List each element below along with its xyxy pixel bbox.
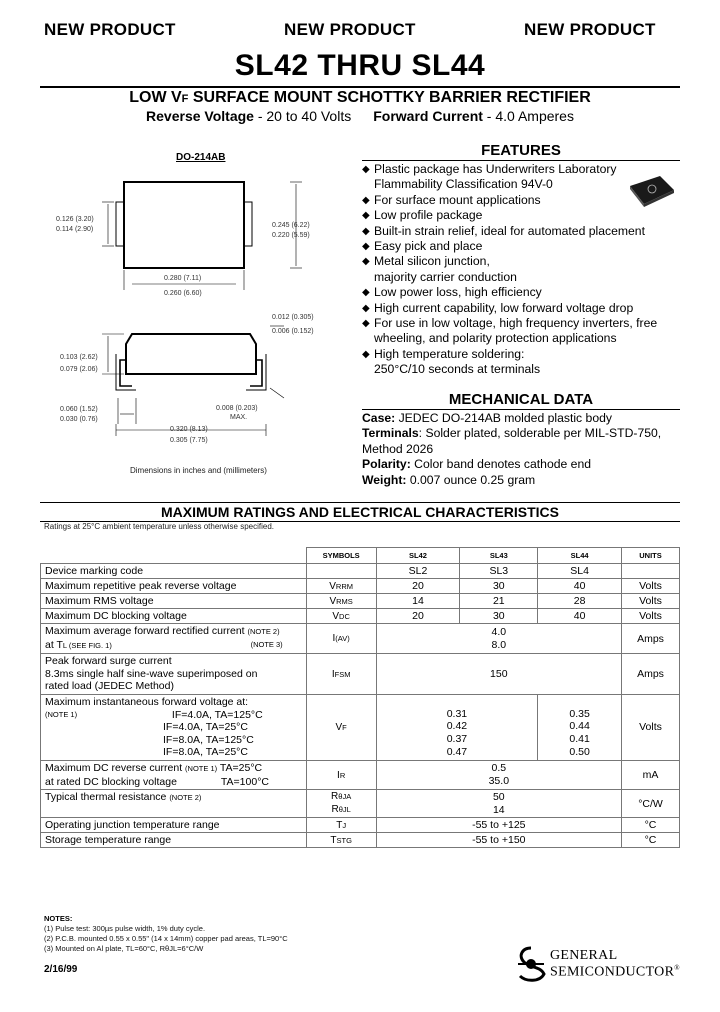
value-line: 0.50	[569, 745, 590, 758]
unit-cell: Volts	[622, 579, 680, 594]
feature-text: Plastic package has Underwriters Laboratory	[374, 162, 617, 176]
note-ref: (NOTE 3)	[250, 639, 283, 649]
symbol-sub: FSM	[334, 669, 351, 679]
notes-heading: NOTES:	[44, 914, 73, 923]
param-line: Peak forward surge current	[45, 655, 172, 668]
param-line: rated load (JEDEC Method)	[45, 680, 174, 693]
condition-text: IF=4.0A, TA=125°C	[171, 708, 263, 721]
value-line: 0.47	[446, 745, 468, 758]
package-label: DO-214AB	[176, 152, 226, 163]
feature-item	[362, 316, 680, 347]
feature-text: For surface mount applications	[374, 192, 541, 207]
unit-cell: Amps	[622, 624, 680, 654]
symbol-sub: (AV)	[335, 634, 350, 644]
value-cell: 40	[538, 579, 622, 594]
diamond-bullet-icon: ◆	[362, 348, 370, 360]
table-row	[41, 760, 680, 789]
note-line: (2) P.C.B. mounted 0.55 x 0.55" (14 x 14mm) copper pad areas, TL=90°C	[44, 934, 288, 943]
table-row	[41, 818, 680, 833]
param-text	[45, 639, 112, 653]
dim-lead-thick-min: 0.006 (0.152)	[272, 328, 314, 335]
header-sl43: SL43	[460, 548, 538, 564]
table-header-row	[41, 548, 680, 564]
param-cell	[41, 624, 307, 654]
dim-lead-thick-max: 0.012 (0.305)	[272, 314, 314, 321]
feature-item	[362, 254, 680, 285]
symbol-main: T	[330, 834, 337, 846]
feature-item	[362, 347, 680, 378]
feature-item	[362, 208, 680, 223]
param-line	[45, 709, 303, 722]
value-cell: 14	[376, 594, 460, 609]
value-line: 0.41	[569, 732, 590, 745]
value-line: 0.44	[569, 720, 590, 733]
symbol-cell	[306, 760, 376, 789]
feature-text: Low profile package	[374, 208, 483, 223]
symbol-main: V	[335, 721, 343, 733]
unit-cell: °C	[622, 818, 680, 833]
value-cell	[538, 694, 622, 760]
feature-item	[362, 301, 680, 316]
feature-text: wheeling, and polarity protection applications	[374, 331, 617, 346]
symbol-cell	[306, 694, 376, 760]
value-cell	[376, 790, 621, 818]
mech-polarity-value: Color band denotes cathode end	[410, 457, 592, 472]
dim-length-max: 0.280 (7.11)	[164, 275, 202, 282]
feature-item	[362, 239, 680, 254]
param-line	[45, 762, 303, 776]
dim-standoff-max: MAX.	[230, 414, 248, 421]
symbol-sub: J	[342, 820, 347, 830]
table-row	[41, 609, 680, 624]
unit-cell: mA	[622, 760, 680, 789]
symbol-sub: STG	[336, 835, 352, 845]
symbol-sub: DC	[339, 611, 350, 621]
mech-case	[362, 411, 680, 426]
param-line	[45, 625, 303, 639]
param-line	[45, 639, 303, 653]
symbol-line	[310, 804, 373, 817]
diamond-bullet-icon: ◆	[362, 225, 370, 237]
dim-lead-len-max: 0.060 (1.52)	[60, 406, 98, 413]
unit-cell	[622, 564, 680, 579]
unit-cell: Volts	[622, 609, 680, 624]
package-drawing	[40, 148, 358, 488]
unit-cell: Volts	[622, 694, 680, 760]
value-cell: SL3	[460, 564, 538, 579]
symbol-sub: F	[342, 722, 347, 732]
unit-cell: Volts	[622, 594, 680, 609]
value-cell: 40	[538, 609, 622, 624]
symbol-cell	[306, 790, 376, 818]
param-line: 8.3ms single half sine-wave superimposed on	[45, 667, 258, 680]
header-symbols: SYMBOLS	[306, 548, 376, 564]
logo-mark-icon	[514, 944, 548, 984]
notes-list	[44, 924, 288, 954]
value-line: 0.42	[446, 720, 468, 733]
param-text-b: (SEE FIG. 1)	[66, 640, 112, 650]
mech-case-value: JEDEC DO-214AB molded plastic body	[395, 411, 612, 425]
value-cell: -55 to +125	[376, 818, 621, 833]
symbol-sub: RRM	[335, 581, 354, 591]
feature-text: High temperature soldering:	[374, 346, 525, 361]
value-cell: -55 to +150	[376, 833, 621, 848]
symbol-cell	[306, 594, 376, 609]
value-cell: 20	[376, 609, 460, 624]
dim-width-max: 0.126 (3.20)	[56, 216, 94, 223]
reverse-voltage-label: Reverse Voltage	[146, 108, 254, 124]
diamond-bullet-icon: ◆	[362, 210, 370, 222]
param-cell	[41, 790, 307, 818]
param-cell: Storage temperature range	[41, 833, 307, 848]
new-product-banner	[0, 20, 720, 42]
dim-height-max: 0.245 (6.22)	[272, 222, 310, 229]
mech-terminals-value: : Solder plated, solderable per MIL-STD-750,	[418, 426, 662, 441]
mech-weight	[362, 473, 680, 488]
value-cell: 28	[538, 594, 622, 609]
value-cell: SL2	[376, 564, 460, 579]
value-cell: 30	[460, 579, 538, 594]
table-row	[41, 624, 680, 654]
feature-text: majority carrier conduction	[374, 269, 517, 284]
value-line: 35.0	[488, 775, 510, 788]
note-ref: (NOTE 2)	[169, 793, 202, 803]
symbol-main: I	[337, 769, 340, 781]
condition-text: IF=8.0A, TA=125°C	[163, 733, 254, 746]
table-row	[41, 564, 680, 579]
mech-weight-value: 0.007 ounce 0.25 gram	[406, 472, 536, 487]
dim-width-min: 0.114 (2.90)	[56, 226, 94, 233]
registered-mark: ®	[674, 964, 680, 972]
product-subtitle	[0, 89, 720, 107]
condition-text: TA=100°C	[220, 775, 269, 788]
reverse-voltage-value: - 20 to 40 Volts	[253, 108, 352, 124]
dim-overall-max: 0.320 (8.13)	[170, 426, 208, 433]
symbol-sub: RMS	[336, 596, 353, 606]
param-sub: L	[62, 640, 67, 650]
symbol-sub: θJL	[338, 804, 351, 814]
mech-terminals-cont: Method 2026	[362, 441, 434, 456]
value-line: 0.5	[491, 762, 507, 775]
table-row	[41, 654, 680, 695]
dimension-note: Dimensions in inches and (millimeters)	[130, 466, 267, 475]
banner-text-center: NEW PRODUCT	[284, 20, 416, 39]
mech-terminals	[362, 426, 680, 441]
symbol-cell	[306, 564, 376, 579]
feature-text: Metal silicon junction,	[374, 254, 490, 269]
symbol-cell	[306, 579, 376, 594]
feature-text: Built-in strain relief, ideal for automated placement	[374, 223, 645, 238]
symbol-cell	[306, 654, 376, 695]
forward-current-value: - 4.0 Amperes	[482, 108, 574, 124]
ratings-note: Ratings at 25°C ambient temperature unless otherwise specified.	[44, 522, 274, 531]
unit-cell: Amps	[622, 654, 680, 695]
mech-polarity	[362, 457, 680, 472]
note-ref: (NOTE 1)	[185, 763, 218, 773]
ratings-heading: MAXIMUM RATINGS AND ELECTRICAL CHARACTERISTICS	[40, 502, 680, 522]
param-text-a: at T	[45, 638, 63, 651]
dim-overall-min: 0.305 (7.75)	[170, 437, 208, 444]
param-text: at rated DC blocking voltage	[45, 775, 177, 788]
feature-text: Easy pick and place	[374, 239, 483, 254]
symbol-main: V	[332, 610, 340, 622]
param-text: Maximum DC reverse current	[45, 761, 183, 774]
param-text: Maximum average forward rectified current	[45, 625, 245, 637]
value-cell: 150	[376, 654, 621, 695]
dim-body-height-min: 0.079 (2.06)	[60, 366, 98, 373]
symbol-line	[310, 791, 373, 804]
header-units: UNITS	[622, 548, 680, 564]
note-ref: (NOTE 1)	[45, 709, 78, 719]
param-line: Maximum instantaneous forward voltage at:	[45, 695, 249, 708]
features-heading: FEATURES	[362, 142, 680, 161]
logo-text-semi: SEMICONDUCTOR	[550, 964, 675, 980]
table-row	[41, 694, 680, 760]
condition-text: IF=8.0A, TA=25°C	[163, 746, 248, 759]
diamond-bullet-icon: ◆	[362, 164, 370, 175]
feature-text: Flammability Classification 94V-0	[374, 177, 553, 192]
value-line: 50	[492, 791, 505, 804]
feature-item	[362, 224, 680, 239]
dim-standoff: 0.008 (0.203)	[216, 405, 258, 412]
diamond-bullet-icon: ◆	[362, 241, 370, 253]
value-cell	[376, 624, 621, 654]
diamond-bullet-icon: ◆	[362, 194, 370, 206]
param-cell: Device marking code	[41, 564, 307, 579]
table-row	[41, 579, 680, 594]
table-row	[41, 594, 680, 609]
title-divider	[40, 86, 680, 88]
subtitle-post: SURFACE MOUNT SCHOTTKY BARRIER RECTIFIER	[188, 89, 591, 106]
value-line: 4.0	[491, 626, 507, 638]
value-line: 0.37	[446, 732, 468, 745]
logo-text-semiconductor	[550, 964, 680, 981]
header-sl42: SL42	[376, 548, 460, 564]
param-line	[45, 776, 303, 789]
page-title: SL42 THRU SL44	[234, 49, 486, 82]
param-cell: Maximum DC blocking voltage	[41, 609, 307, 624]
condition-text: IF=4.0A, TA=25°C	[163, 721, 248, 734]
table-row	[41, 790, 680, 818]
revision-date: 2/16/99	[44, 964, 78, 975]
symbol-main: T	[336, 819, 343, 831]
symbol-cell	[306, 609, 376, 624]
param-cell	[41, 654, 307, 695]
param-cell: Maximum RMS voltage	[41, 594, 307, 609]
dim-length-min: 0.260 (6.60)	[164, 290, 202, 297]
param-cell: Maximum repetitive peak reverse voltage	[41, 579, 307, 594]
condition-text: TA=25°C	[219, 761, 263, 774]
symbol-main: V	[329, 595, 337, 607]
banner-text-right: NEW PRODUCT	[524, 20, 656, 39]
symbol-main: V	[329, 580, 336, 592]
feature-text: 250°C/10 seconds at terminals	[374, 362, 541, 377]
subtitle-subscript: F	[181, 93, 189, 105]
dim-body-height-max: 0.103 (2.62)	[60, 354, 98, 361]
param-cell	[41, 760, 307, 789]
param-cell	[41, 694, 307, 760]
value-cell	[376, 760, 621, 789]
value-line: 8.0	[491, 638, 507, 651]
symbol-main: I	[331, 668, 335, 680]
symbol-main: R	[331, 791, 339, 803]
forward-current-label: Forward Current	[373, 108, 483, 124]
value-cell	[376, 694, 538, 760]
mechanical-data-heading: MECHANICAL DATA	[362, 391, 680, 410]
feature-text: Low power loss, high efficiency	[374, 285, 542, 300]
ratings-table	[40, 547, 680, 848]
symbol-cell	[306, 818, 376, 833]
value-line: 14	[492, 803, 505, 816]
diamond-bullet-icon: ◆	[362, 318, 370, 330]
diamond-bullet-icon: ◆	[362, 256, 370, 268]
value-cell: 21	[460, 594, 538, 609]
value-cell: 30	[460, 609, 538, 624]
note-line: (1) Pulse test: 300µs pulse width, 1% duty cycle.	[44, 924, 206, 933]
value-line: 0.35	[569, 707, 590, 720]
param-cell: Operating junction temperature range	[41, 818, 307, 833]
diamond-bullet-icon: ◆	[362, 302, 370, 314]
dim-lead-len-min: 0.030 (0.76)	[60, 416, 98, 423]
component-photo-icon	[626, 172, 676, 208]
symbol-cell	[306, 624, 376, 654]
unit-cell: °C/W	[622, 790, 680, 818]
mech-terminals-label: Terminals	[362, 426, 419, 441]
symbol-main: R	[331, 803, 339, 815]
param-text: Typical thermal resistance	[45, 791, 167, 804]
note-ref: (NOTE 2)	[247, 627, 280, 636]
symbol-sub: R	[339, 770, 346, 780]
symbol-cell	[306, 833, 376, 848]
diamond-bullet-icon: ◆	[362, 287, 370, 299]
dim-height-min: 0.220 (5.59)	[272, 232, 310, 239]
mechanical-data	[362, 411, 680, 488]
ratings-summary	[0, 108, 720, 124]
value-line: 0.31	[446, 707, 468, 720]
symbol-sub: θJA	[338, 792, 352, 802]
mech-case-label: Case:	[362, 411, 396, 425]
note-line: (3) Mounted on Al plate, TL=60°C, RθJL=6°C/W	[44, 944, 204, 953]
feature-text: High current capability, low forward voltage drop	[374, 300, 634, 315]
feature-item	[362, 285, 680, 300]
header-sl44: SL44	[538, 548, 622, 564]
subtitle-pre: LOW V	[129, 89, 182, 106]
company-logo	[514, 944, 684, 984]
unit-cell: °C	[622, 833, 680, 848]
header-blank	[41, 548, 307, 564]
table-row	[41, 833, 680, 848]
value-cell: SL4	[538, 564, 622, 579]
banner-text-left: NEW PRODUCT	[44, 20, 176, 39]
symbol-main: I	[332, 633, 336, 645]
logo-text-general: GENERAL	[550, 948, 618, 963]
value-cell: 20	[376, 579, 460, 594]
mech-weight-label: Weight:	[362, 472, 407, 487]
mech-polarity-label: Polarity:	[362, 457, 411, 472]
feature-text: For use in low voltage, high frequency inverters, free	[374, 316, 658, 331]
